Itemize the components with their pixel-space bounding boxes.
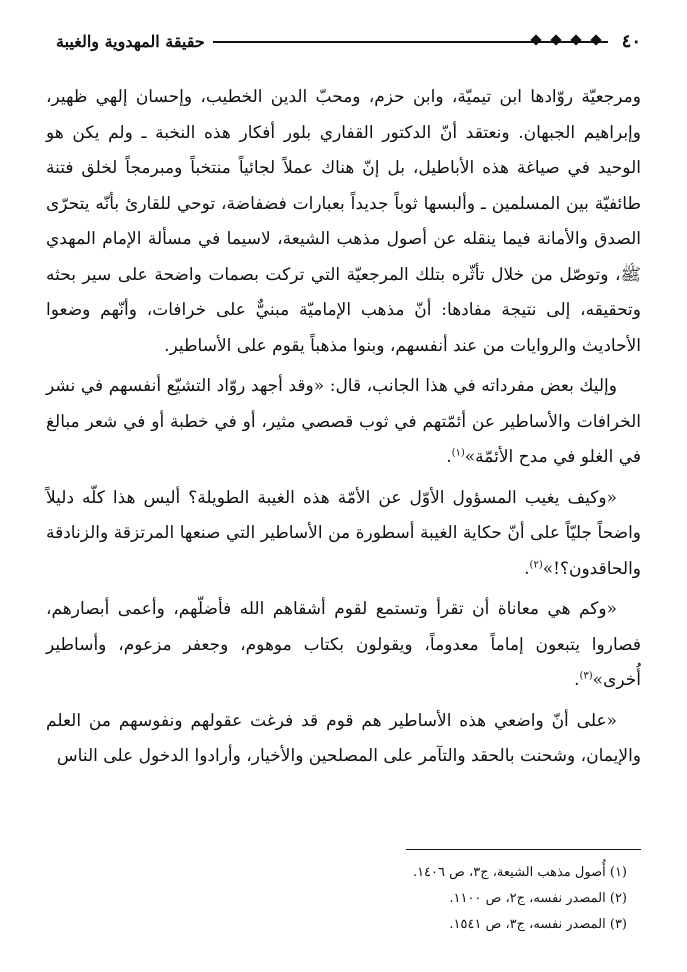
footnote-2: (٢) المصدر نفسه، ج٢، ص ١١٠٠. xyxy=(449,891,627,906)
page-header xyxy=(56,26,641,56)
paragraph-text: «وكم هي معاناة أن تقرأ وتستمع لقوم أشقاهم الله فأضلّهم، وأعمى أبصارهم، فصاروا يتبعون إماماً معدوماً، ويقولون بكتاب موهوم، وجعفر مزعوم، وأساطير أُخرى» xyxy=(46,599,641,690)
diamond-ornament-icon xyxy=(530,34,541,45)
diamond-ornament-icon xyxy=(570,34,581,45)
footnote-1: (١) أُصول مذهب الشيعة، ج٣، ص ١٤٠٦. xyxy=(412,865,627,880)
paragraph-text: «وكيف يغيب المسؤول الأوّل عن الأمّة هذه الغيبة الطويلة؟ أليس هذا كلّه دليلاً واضحاً جليّاً على أنّ حكاية الغيبة أسطورة من الأساطير التي صنعها المرتزقة والزنادقة والحاقدون؟!» xyxy=(46,487,641,579)
footnote-separator xyxy=(406,849,641,850)
paragraph-2 xyxy=(46,369,641,476)
paragraph-3 xyxy=(46,481,641,588)
paragraph-tail: . xyxy=(524,558,530,579)
diamond-ornament-icon xyxy=(590,34,601,45)
paragraph-1 xyxy=(46,80,641,364)
paragraph-4 xyxy=(46,592,641,699)
footnotes xyxy=(300,860,627,938)
paragraph-tail: . xyxy=(574,670,580,690)
paragraph-5 xyxy=(46,704,641,775)
paragraph-text: «على أنّ واضعي هذه الأساطير هم قوم قد فرغت عقولهم ونفوسهم من العلم والإيمان، وشحنت بالحقد والتآمر على المصلحين والأخيار، وأرادوا الدخول على الناس xyxy=(46,710,641,766)
paragraph-text: وإليك بعض مفرداته في هذا الجانب، قال: «وقد أجهد روّاد التشيّع أنفسهم في نشر الخرافات والأساطير عن أئمّتهم في ثوب قصصي مثير، أو في خطبة أو في شعر مبالغ في الغلو في مدح الأئمّة» xyxy=(46,376,641,467)
page-number: ٤٠ xyxy=(621,30,641,52)
footnote-ref[interactable]: (١) xyxy=(451,447,465,459)
footnote-ref[interactable]: (٢) xyxy=(529,558,543,570)
header-rule xyxy=(213,31,608,51)
footnote-3: (٣) المصدر نفسه، ج٣، ص ١٥٤١. xyxy=(449,917,627,932)
paragraph-tail: . xyxy=(446,447,452,467)
running-title: حقيقة المهدوية والغيبة xyxy=(56,31,205,51)
footnote-ref[interactable]: (٣) xyxy=(579,670,593,682)
header-ornament xyxy=(532,36,600,44)
body-text xyxy=(46,80,641,780)
paragraph-text: ومرجعيّة روّادها ابن تيميّة، وابن حزم، ومحبّ الدين الخطيب، وإحسان إلهي ظهير، وإبراهيم الجبهان. ونعتقد أنّ الدكتور القفاري بلور أفكار هذه النخبة ـ ولم يكن هو الوحيد في صياغة هذه الأباطيل، بل إنّ هناك عملاً لجائياً منتخباً ومبرمجاً لخلق فتنة طائفيّة بين المسلمين ـ وألبسها ثوباً جديداً بعبارات فضفاضة، توحي للقارئ بأنّه يتحرّى الصدق والأمانة فيما ينقله عن أصول مذهب الشيعة، لاسيما في مسألة الإمام المهدي ﷺ، وتوصّل من خلال تأثّره بتلك المرجعيّة التي تركت بصمات واضحة على سير بحثه وتحقيقه، إلى نتيجة مفادها: أنّ مذهب الإماميّة مبنيٌّ على خرافات، وأنّهم وضعوا الأحاديث والروايات من عند أنفسهم، وبنوا مذهباً يقوم على الأساطير. xyxy=(46,87,641,356)
diamond-ornament-icon xyxy=(550,34,561,45)
